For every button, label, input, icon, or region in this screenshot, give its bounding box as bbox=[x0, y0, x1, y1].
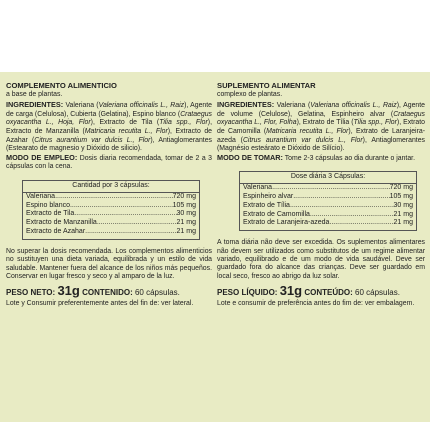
lot-text: Lote e consumir de preferência antes do fim de: ver embalagem. bbox=[217, 299, 415, 307]
net-weight-value: 31g bbox=[279, 283, 303, 299]
table-row bbox=[240, 219, 416, 230]
ingredients-text: ), Agente de volume (Celulose), Gelatina, Espinheiro alvar ( bbox=[217, 102, 426, 118]
ingredients-text: Valeriana ( bbox=[63, 102, 99, 110]
content-value: 60 cápsulas. bbox=[352, 288, 400, 298]
table-row bbox=[23, 193, 199, 202]
ingredients-latin: Citrus aurantium var dulcis L., Flor bbox=[242, 136, 363, 144]
dot-leader bbox=[290, 202, 394, 211]
table-row bbox=[240, 211, 416, 220]
row-name: Extracto de Manzanilla bbox=[26, 219, 97, 227]
label-panel bbox=[0, 72, 430, 422]
nutrition-table bbox=[22, 180, 200, 240]
lot-text: Lote y Consumir preferentemente antes del fin de: ver lateral. bbox=[6, 299, 194, 307]
row-name: Extrato de Laranjeira-azeda bbox=[243, 219, 330, 227]
row-name: Extrato de Camomilla bbox=[243, 210, 310, 218]
ingredients-text: Valeriana ( bbox=[274, 102, 311, 110]
table-row bbox=[240, 202, 416, 211]
dot-leader bbox=[85, 228, 176, 237]
nutrition-table bbox=[239, 171, 417, 231]
row-amount: 30 mg bbox=[393, 201, 413, 209]
ingredients-latin: Crataegus oxyacantha L., Flor, Folha bbox=[217, 110, 425, 127]
ingredients-latin: Crataegus oxyacantha L., Hoja, Flor bbox=[6, 110, 212, 127]
ingredients-latin: Matricaria recutita L., Flor bbox=[266, 127, 349, 135]
ingredients-text: ), Antiaglomerantes (Magnésio esteárato e Dióxido de Silício). bbox=[217, 136, 425, 153]
usage-label: MODO DE EMPLEO: bbox=[6, 152, 78, 162]
table-row bbox=[23, 202, 199, 211]
row-amount: 720 mg bbox=[389, 184, 413, 192]
table-row bbox=[23, 228, 199, 239]
dot-leader bbox=[70, 202, 173, 211]
dot-leader bbox=[329, 219, 393, 228]
net-weight-label: PESO NETO: bbox=[6, 288, 56, 298]
dot-leader bbox=[272, 184, 390, 193]
row-name: Extracto de Tila bbox=[26, 210, 75, 218]
usage-label: MODO DE TOMAR: bbox=[217, 152, 283, 162]
row-amount: 21 mg bbox=[393, 210, 413, 218]
usage-text: Tome 2-3 cápsulas ao dia durante o jantar. bbox=[282, 154, 415, 162]
ingredients-text: ), Antiaglomerantes (Estearato de magnesio y Dióxido de silicio). bbox=[6, 136, 212, 153]
usage-paragraph bbox=[217, 154, 425, 164]
net-weight-line bbox=[6, 283, 212, 299]
dot-leader bbox=[97, 219, 177, 228]
ingredients-text: ), Agente de carga (Celulosa), Cubierta (Gelatina), Espino blanco ( bbox=[6, 102, 212, 118]
table-row bbox=[240, 184, 416, 193]
warning-text: A toma diária não deve ser excedida. Os suplementos alimentares não devem ser utilizados como substitutos de um regime alimentar variado, equilibrado e de um modo de vida saudável. Deve ser guardado fora do alcance das crianças. Deve ser guardado em local seco, fresco ao abrigo da luz solar. bbox=[217, 239, 425, 280]
row-amount: 21 mg bbox=[176, 227, 196, 235]
usage-paragraph bbox=[6, 154, 212, 172]
dot-leader bbox=[310, 211, 394, 220]
usage-text: Dosis diaria recomendada, tomar de 2 a 3 cápsulas con la cena. bbox=[6, 154, 212, 171]
ingredients-paragraph bbox=[217, 101, 425, 154]
ingredients-paragraph bbox=[6, 101, 212, 154]
ingredients-text: ), Extracto de Manzanilla ( bbox=[6, 119, 212, 135]
row-amount: 30 mg bbox=[176, 210, 196, 218]
product-subheading: a base de plantas. bbox=[6, 90, 63, 98]
row-name: Extrato de Tília bbox=[243, 201, 290, 209]
row-name: Extracto de Azahar bbox=[26, 227, 86, 235]
row-name: Valeriana bbox=[26, 192, 56, 200]
content-label: CONTENIDO: bbox=[82, 288, 133, 298]
row-amount: 105 mg bbox=[389, 192, 413, 200]
content-value: 60 cápsulas. bbox=[132, 288, 180, 298]
table-row bbox=[23, 210, 199, 219]
spanish-column bbox=[6, 72, 212, 309]
content-label: CONTEÚDO: bbox=[304, 288, 353, 298]
table-row bbox=[23, 219, 199, 228]
dot-leader bbox=[293, 193, 389, 202]
product-heading: COMPLEMENTO ALIMENTICIO bbox=[6, 81, 117, 90]
ingredients-latin: Valeriana officinalis L., Raiz bbox=[98, 102, 185, 110]
row-amount: 21 mg bbox=[176, 219, 196, 227]
ingredients-text: ), Extracto de Tila ( bbox=[90, 119, 160, 127]
ingredients-text: ), Extracto de Azahar ( bbox=[6, 127, 212, 144]
row-name: Espinheiro alvar bbox=[243, 192, 294, 200]
table-row bbox=[240, 193, 416, 202]
ingredients-latin: Matricaria recutita L., Flor bbox=[84, 127, 168, 135]
row-name: Valeriana bbox=[243, 184, 273, 192]
warning-text: No superar la dosis recomendada. Los complementos alimenticios no sustituyen una dieta variada, equilibrada y un estilo de vida saludable. Mantener fuera del alcance de los niños más pequeños. Conservar en lugar fresco y seco y al amparo de la luz. bbox=[6, 247, 212, 280]
ingredients-latin: Citrus aurantium var dulcis L., Flor bbox=[34, 136, 151, 144]
table-title: Cantidad por 3 cápsulas: bbox=[23, 181, 199, 193]
net-weight-label: PESO LÍQUIDO: bbox=[217, 288, 278, 298]
row-amount: 720 mg bbox=[172, 192, 196, 200]
ingredients-label: INGREDIENTES: bbox=[217, 100, 275, 110]
row-amount: 105 mg bbox=[172, 201, 196, 209]
dot-leader bbox=[74, 210, 176, 219]
row-amount: 21 mg bbox=[393, 219, 413, 227]
ingredients-text: ), Extrato de Laranjeira-azeda ( bbox=[217, 127, 425, 144]
net-weight-value: 31g bbox=[57, 283, 80, 299]
ingredients-latin: Valeriana officinalis L., Raiz bbox=[310, 102, 397, 110]
ingredients-text: ), Extrato de Tília ( bbox=[296, 119, 354, 127]
net-weight-line bbox=[217, 283, 425, 299]
ingredients-latin: Tilia spp., Flor bbox=[159, 119, 208, 127]
ingredients-label: INGREDIENTES: bbox=[6, 100, 64, 110]
product-heading: SUPLEMENTO ALIMENTAR bbox=[217, 81, 316, 90]
portuguese-column bbox=[217, 72, 425, 308]
ingredients-text: ), Extrato de Camomilla ( bbox=[217, 119, 425, 135]
dot-leader bbox=[55, 193, 173, 202]
ingredients-latin: Tilia spp., Flor bbox=[353, 119, 397, 127]
row-name: Espino blanco bbox=[26, 201, 70, 209]
product-subheading: complexo de plantas. bbox=[217, 90, 283, 98]
table-title: Dose diária 3 Cápsulas: bbox=[240, 172, 416, 184]
